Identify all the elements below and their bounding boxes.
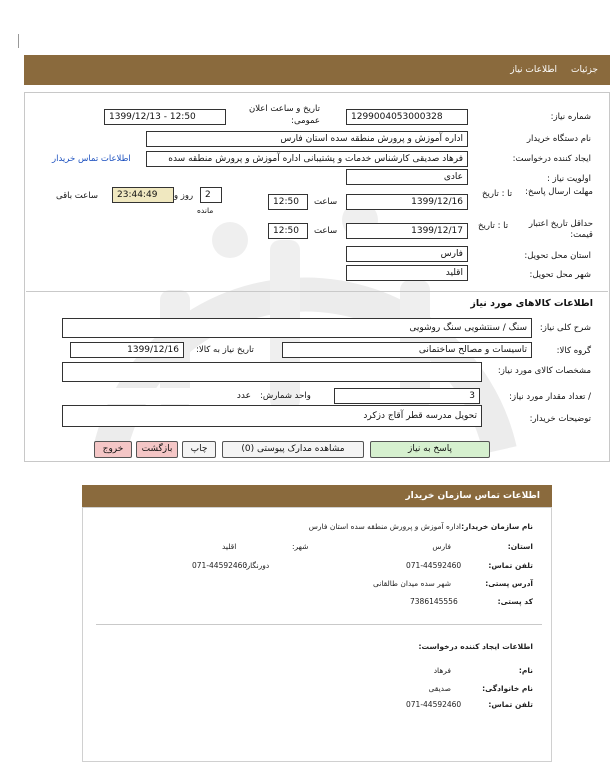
validity-time-label: ساعت (314, 226, 338, 236)
deadline-label: مهلت ارسال پاسخ: (525, 187, 593, 197)
exit-button[interactable]: خروج (94, 441, 132, 458)
remaining-label: ساعت باقی (56, 191, 98, 201)
creator-info-title: اطلاعات ایجاد کننده درخواست: (418, 642, 533, 651)
answer-button[interactable]: پاسخ به نیاز (370, 441, 490, 458)
general-desc-field: سنگ / سنتشویی سنگ روشویی (62, 318, 532, 338)
remaining-days-field: 2 (200, 187, 222, 203)
province-label: استان محل تحویل: (524, 251, 591, 261)
creator-phone-value: 071-44592460 (406, 700, 462, 709)
priority-label: اولویت نیاز : (546, 174, 591, 184)
remaining-suffix-label: مانده (197, 206, 214, 215)
creator-phone-label: تلفن تماس: (488, 700, 533, 709)
qty-label: / تعداد مقدار مورد نیاز: (509, 392, 591, 402)
goods-group-label: گروه کالا: (556, 346, 591, 356)
creator-name-value: فرهاد (433, 666, 451, 675)
tab-need-info[interactable]: اطلاعات نیاز (510, 65, 558, 75)
validity-time-field: 12:50 (268, 223, 308, 239)
contact-province-label: استان: (507, 542, 533, 551)
top-divider (18, 34, 19, 48)
city-label: شهر محل تحویل: (529, 270, 591, 280)
creator-family-label: نام خانوادگی: (482, 684, 533, 693)
city-field: اقلید (346, 265, 468, 281)
deadline-date-field: 1399/12/16 (346, 194, 468, 210)
days-label: روز و (174, 191, 194, 201)
remaining-time-field: 23:44:49 (112, 187, 174, 203)
priority-field: عادی (346, 169, 468, 185)
creator-field: فرهاد صدیقی کارشناس خدمات و پشتیبانی اداره آموزش و پرورش منطقه سده (146, 151, 468, 167)
contact-city-value: اقلید (222, 542, 237, 551)
contact-address-label: آدرس پستی: (485, 579, 533, 588)
contact-fax-value: 071-44592460 (192, 561, 248, 570)
contact-fax-label: دورنگار: (244, 561, 270, 570)
back-button[interactable]: بازگشت (136, 441, 178, 458)
contact-divider (96, 624, 542, 625)
creator-label: ایجاد کننده درخواست: (512, 154, 591, 164)
contact-address-value: شهر سده میدان طالقانی (373, 579, 451, 588)
unit-field: عدد (70, 388, 256, 404)
need-number-field: 1299004053000328 (346, 109, 468, 125)
need-date-label: تاریخ نیاز به کالا: (196, 345, 254, 355)
goods-group-field: تاسیسات و مصالح ساختمانی (282, 342, 532, 358)
validity-label: حداقل تاریخ اعتبار قیمت: (528, 219, 593, 240)
contact-postal-label: کد پستی: (497, 597, 533, 606)
goods-spec-field (62, 362, 482, 382)
unit-label: واحد شمارش: (260, 391, 311, 401)
goods-spec-label: مشخصات کالای مورد نیاز: (497, 366, 591, 376)
tab-details[interactable]: جزئیات (571, 65, 598, 75)
notes-label: توضیحات خریدار: (529, 414, 591, 424)
announce-label: تاریخ و ساعت اعلان عمومی: (248, 104, 320, 126)
goods-section-title: اطلاعات کالاهای مورد نیاز (470, 298, 593, 309)
validity-date-field: 1399/12/17 (346, 223, 468, 239)
announce-date-field: 1399/12/13 - 12:50 (104, 109, 226, 125)
section-divider (26, 291, 608, 292)
contact-panel (82, 507, 552, 762)
general-desc-label: شرح کلی نیاز: (539, 323, 591, 333)
province-field: فارس (346, 246, 468, 262)
deadline-time-label: ساعت (314, 197, 338, 207)
attachments-button[interactable]: مشاهده مدارک پیوستی (0) (222, 441, 364, 458)
print-button[interactable]: چاپ (182, 441, 216, 458)
qty-field: 3 (334, 388, 480, 404)
deadline-to-date-label: تا : تاریخ (482, 189, 513, 199)
contact-postal-value: 7386145556 (410, 597, 458, 606)
contact-org-value: اداره آموزش و پرورش منطقه سده استان فارس (308, 522, 461, 531)
tab-bar (24, 55, 610, 85)
buyer-contact-link[interactable]: اطلاعات تماس خریدار (52, 154, 131, 164)
creator-name-label: نام: (518, 666, 533, 675)
contact-city-label: شهر: (292, 542, 309, 551)
creator-family-value: صدیقی (428, 684, 451, 693)
contact-province-value: فارس (432, 542, 451, 551)
need-number-label: شماره نیاز: (550, 112, 591, 122)
contact-title-bar: اطلاعات تماس سازمان خریدار (82, 485, 552, 507)
contact-phone-label: تلفن تماس: (488, 561, 533, 570)
contact-org-label: نام سازمان خریدار: (461, 522, 533, 531)
deadline-time-field: 12:50 (268, 194, 308, 210)
notes-field: تحویل مدرسه قطر آقاج دزکرد (62, 405, 482, 427)
buyer-org-field: اداره آموزش و پرورش منطقه سده استان فارس (146, 131, 468, 147)
need-date-field: 1399/12/16 (70, 342, 184, 358)
contact-phone-value: 071-44592460 (406, 561, 462, 570)
validity-to-date-label: تا : تاریخ (478, 221, 509, 231)
buyer-org-label: نام دستگاه خریدار (526, 134, 591, 144)
